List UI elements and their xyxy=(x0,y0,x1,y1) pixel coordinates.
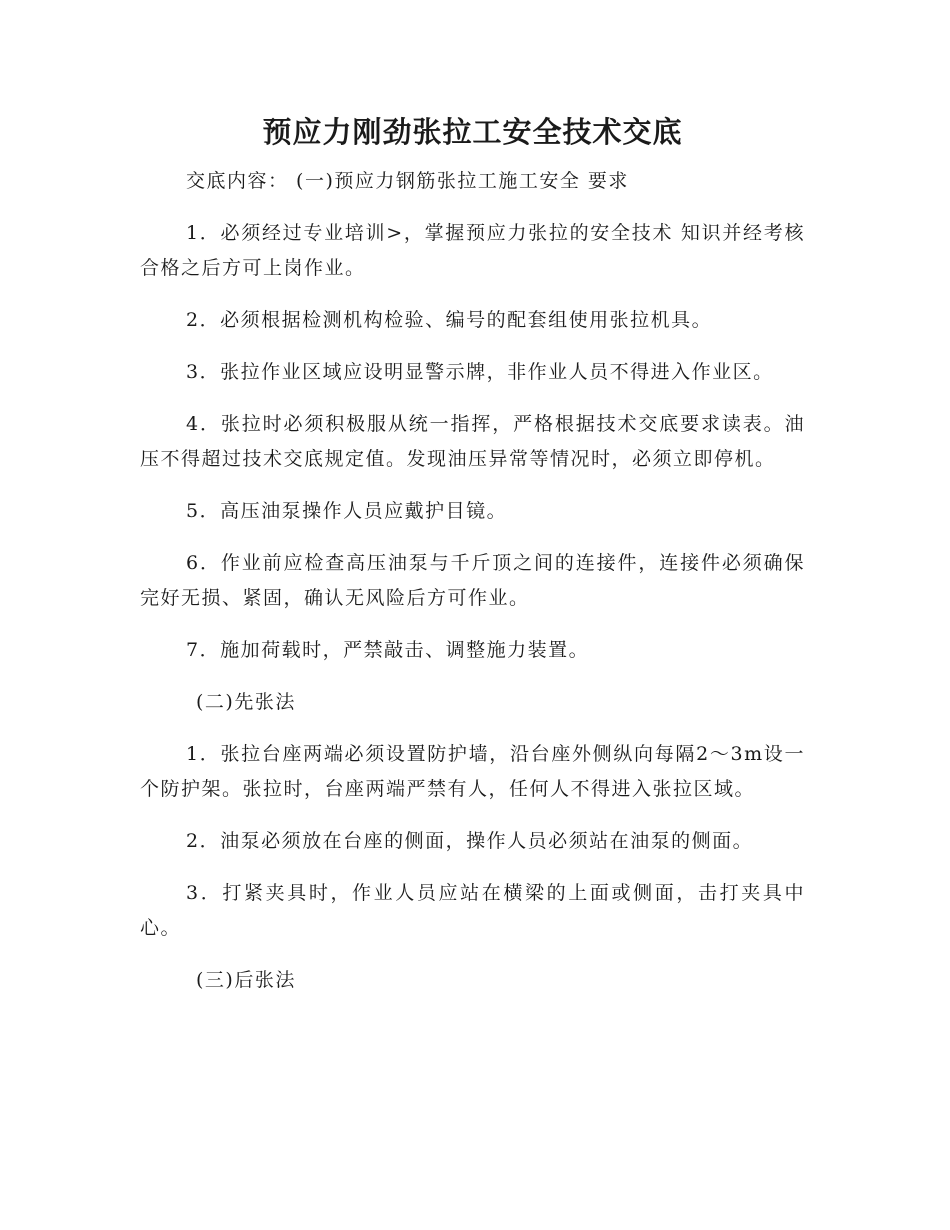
section2-item-3: 3．打紧夹具时，作业人员应站在横梁的上面或侧面，击打夹具中心。 xyxy=(140,882,805,939)
document-title: 预应力刚劲张拉工安全技术交底 xyxy=(262,115,683,149)
section1-item-4: 4．张拉时必须积极服从统一指挥，严格根据技术交底要求读表。油压不得超过技术交底规定值。发现油压异常等情况时，必须立即停机。 xyxy=(140,413,805,470)
section1-item-3: 3．张拉作业区域应设明显警示牌，非作业人员不得进入作业区。 xyxy=(186,361,774,383)
section1-item-5: 5．高压油泵操作人员应戴护目镜。 xyxy=(186,500,508,522)
section2-item-1: 1．张拉台座两端必须设置防护墙，沿台座外侧纵向每隔2～3m设一个防护架。张拉时，台座两端严禁有人，任何人不得进入张拉区域。 xyxy=(140,743,805,800)
section1-item-1: 1．必须经过专业培训>，掌握预应力张拉的安全技术 知识并经考核合格之后方可上岗作业。 xyxy=(140,222,805,279)
section1-item-2: 2．必须根据检测机构检验、编号的配套组使用张拉机具。 xyxy=(186,309,713,331)
section1-item-7: 7．施加荷载时，严禁敲击、调整施力装置。 xyxy=(186,639,590,661)
intro-paragraph: 交底内容： (一)预应力钢筋张拉工施工安全 要求 xyxy=(186,170,629,192)
section3-heading: (三)后张法 xyxy=(196,969,296,991)
document-page xyxy=(140,112,805,1015)
section1-item-6: 6．作业前应检查高压油泵与千斤顶之间的连接件，连接件必须确保完好无损、紧固，确认无风险后方可作业。 xyxy=(140,552,805,609)
section2-item-2: 2．油泵必须放在台座的侧面，操作人员必须站在油泵的侧面。 xyxy=(186,830,754,852)
section2-heading: (二)先张法 xyxy=(196,691,296,713)
